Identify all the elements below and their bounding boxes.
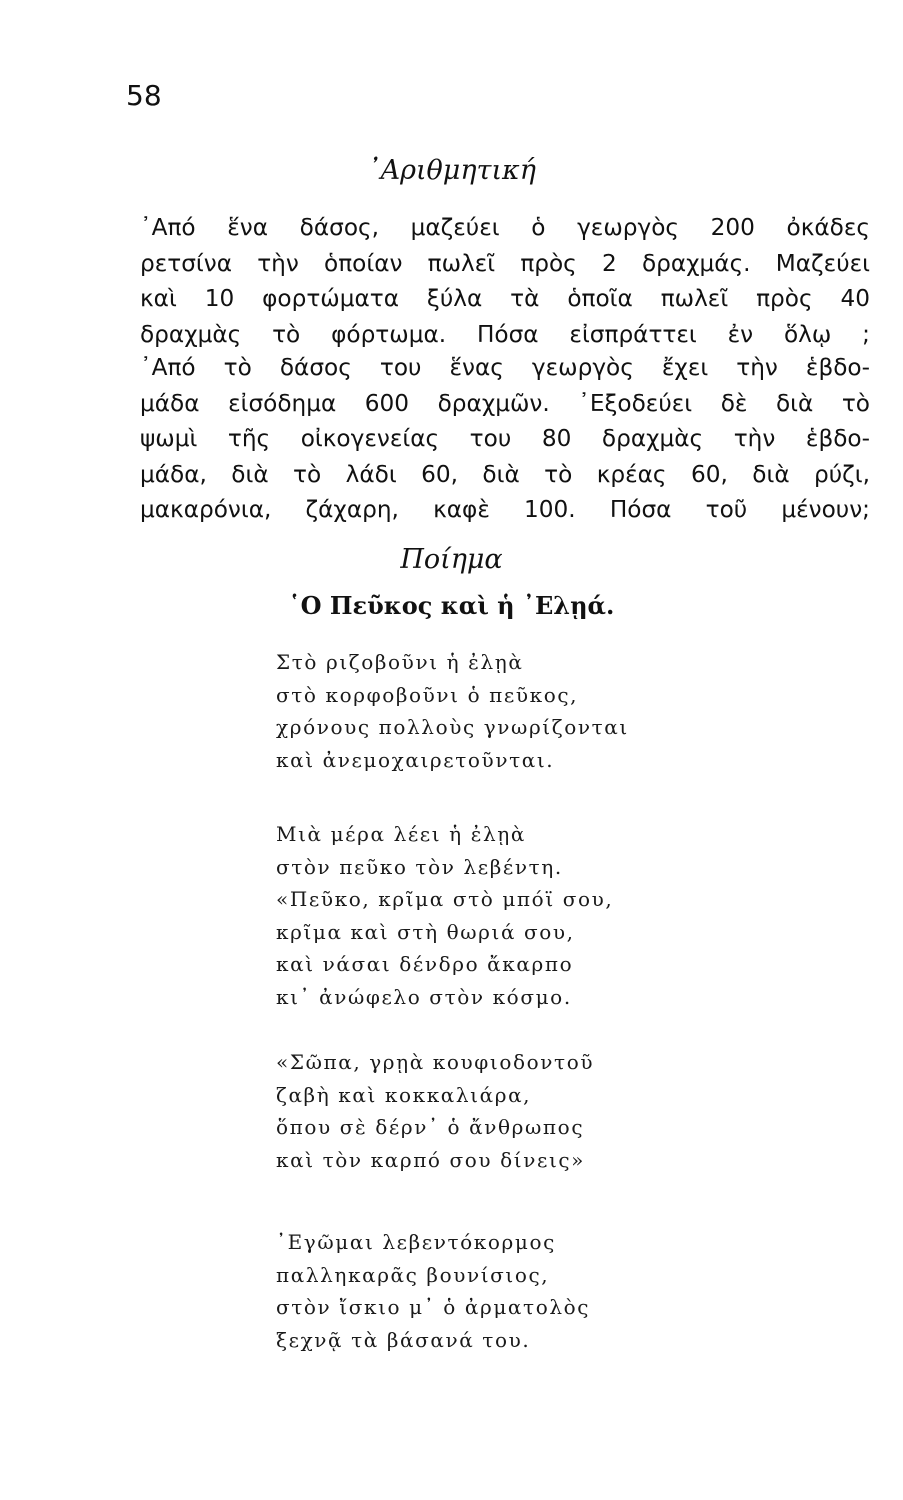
- poem-verse: «Πεῦκο, κρῖμα στὸ μπόϊ σου,: [276, 887, 614, 911]
- problem-line: ᾿Από τὸ δάσος του ἕνας γεωργὸς ἔχει τὴν ἑβδο-: [140, 354, 870, 381]
- poem-stanza-1: [276, 646, 629, 776]
- problem-line: ᾿Από ἕνα δάσος, μαζεύει ὁ γεωργὸς 200 ὀκάδες: [140, 214, 870, 241]
- poem-verse: ξεχνᾷ τὰ βάσανά του.: [276, 1327, 531, 1352]
- problem-line: μακαρόνια, ζάχαρη, καφὲ 100. Πόσα τοῦ μένουν;: [140, 496, 870, 523]
- poem-verse: στὸ κορφοβοῦνι ὁ πεῦκος,: [276, 682, 579, 707]
- page-number: 58: [126, 79, 162, 112]
- problem-line: δραχμὰς τὸ φόρτωμα. Πόσα εἰσπράττει ἐν ὅλῳ ;: [140, 320, 870, 348]
- poem-verse: ζαβὴ καὶ κοκκαλιάρα,: [276, 1082, 532, 1107]
- poem-verse: στὸν ἴσκιο μ᾿ ὁ ἀρματολὸς: [276, 1295, 591, 1319]
- poem-title: ῾Ο Πεῦκος καὶ ἡ ᾿Ελῃά.: [288, 591, 615, 620]
- poem-stanza-2: [276, 818, 613, 1013]
- poem-verse: παλληκαρᾶς βουνίσιος,: [276, 1262, 550, 1287]
- poem-verse: Στὸ ριζοβοῦνι ἡ ἐλῃὰ: [276, 650, 524, 674]
- arithmetic-heading: ᾿Αριθμητική: [367, 155, 536, 186]
- poem-section-heading: Ποίημα: [400, 544, 503, 575]
- arithmetic-problem-1: [140, 210, 870, 352]
- poem-verse: στὸν πεῦκο τὸν λεβέντη.: [276, 854, 563, 879]
- poem-verse: ᾿Εγῶμαι λεβεντόκορμος: [276, 1230, 556, 1254]
- poem-verse: καὶ ἀνεμοχαιρετοῦνται.: [276, 747, 555, 772]
- arithmetic-problem-2: [140, 350, 870, 528]
- problem-line: μάδα εἰσόδημα 600 δραχμῶν. ᾿Εξοδεύει δὲ διὰ τὸ: [140, 389, 870, 417]
- poem-stanza-3: [276, 1046, 594, 1176]
- problem-line: καὶ 10 φορτώματα ξύλα τὰ ὁποῖα πωλεῖ πρὸς 40: [140, 285, 870, 312]
- poem-verse: χρόνους πολλοὺς γνωρίζονται: [276, 715, 629, 739]
- problem-line: μάδα, διὰ τὸ λάδι 60, διὰ τὸ κρέας 60, διὰ ρύζι,: [140, 460, 870, 488]
- poem-verse: κι᾿ ἀνώφελο στὸν κόσμο.: [276, 984, 572, 1009]
- poem-verse: κρῖμα καὶ στὴ θωριά σου,: [276, 919, 575, 944]
- poem-verse: καὶ τὸν καρπό σου δίνεις»: [276, 1147, 586, 1172]
- poem-stanza-4: [276, 1226, 590, 1356]
- poem-verse: «Σῶπα, γρῃὰ κουφιοδοντοῦ: [276, 1050, 595, 1074]
- problem-line: ρετσίνα τὴν ὁποίαν πωλεῖ πρὸς 2 δραχμάς. Μαζεύει: [140, 249, 870, 277]
- poem-verse: καὶ νάσαι δένδρο ἄκαρπο: [276, 952, 574, 976]
- problem-line: ψωμὶ τῆς οἰκογενείας του 80 δραχμὰς τὴν ἑβδο-: [140, 425, 870, 452]
- poem-verse: ὅπου σὲ δέρν᾿ ὁ ἄνθρωπος: [276, 1115, 585, 1139]
- poem-verse: Μιὰ μέρα λέει ἡ ἐλῃὰ: [276, 822, 526, 846]
